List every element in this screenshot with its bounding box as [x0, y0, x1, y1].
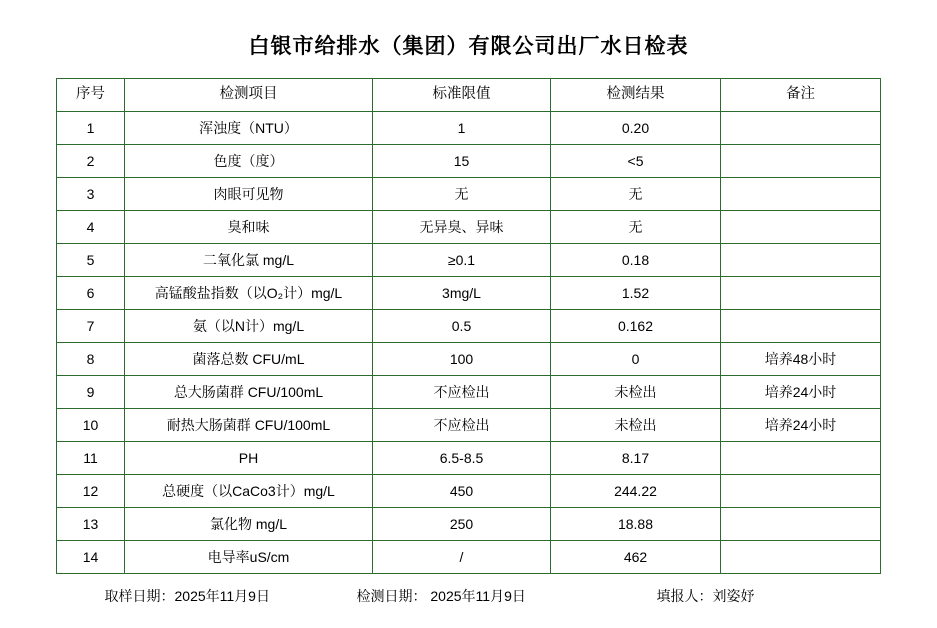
- test-date: 检测日期： 2025年11月9日: [356, 588, 526, 604]
- cell-result: 未检出: [551, 409, 721, 442]
- cell-result: 462: [551, 541, 721, 574]
- cell-limit: /: [373, 541, 551, 574]
- cell-limit: 3mg/L: [373, 277, 551, 310]
- table-row: [57, 475, 881, 508]
- cell-result: 0.20: [551, 112, 721, 145]
- cell-no: 1: [57, 112, 125, 145]
- column-header-no: 序号: [57, 79, 125, 112]
- cell-result: 未检出: [551, 376, 721, 409]
- cell-no: 4: [57, 211, 125, 244]
- cell-item: 高锰酸盐指数（以O₂计）mg/L: [125, 277, 373, 310]
- cell-item: 浑浊度（NTU）: [125, 112, 373, 145]
- cell-note: [721, 178, 881, 211]
- cell-item: 总大肠菌群 CFU/100mL: [125, 376, 373, 409]
- cell-limit: 无: [373, 178, 551, 211]
- cell-note: [721, 277, 881, 310]
- table-row: [57, 442, 881, 475]
- cell-item: 肉眼可见物: [125, 178, 373, 211]
- cell-item: PH: [125, 442, 373, 475]
- table-row: [57, 376, 881, 409]
- cell-limit: 不应检出: [373, 409, 551, 442]
- cell-limit: ≥0.1: [373, 244, 551, 277]
- cell-no: 13: [57, 508, 125, 541]
- table-row: [57, 145, 881, 178]
- cell-no: 11: [57, 442, 125, 475]
- column-header-limit: 标准限值: [373, 79, 551, 112]
- cell-item: 菌落总数 CFU/mL: [125, 343, 373, 376]
- table-header-row: [57, 79, 881, 112]
- column-header-note: 备注: [721, 79, 881, 112]
- cell-item: 色度（度）: [125, 145, 373, 178]
- cell-no: 8: [57, 343, 125, 376]
- cell-result: 1.52: [551, 277, 721, 310]
- cell-result: 0: [551, 343, 721, 376]
- cell-result: 无: [551, 178, 721, 211]
- cell-note: [721, 541, 881, 574]
- table-row: [57, 541, 881, 574]
- cell-no: 14: [57, 541, 125, 574]
- cell-limit: 6.5-8.5: [373, 442, 551, 475]
- cell-note: [721, 475, 881, 508]
- cell-result: 无: [551, 211, 721, 244]
- reporter: 填报人：刘姿妤: [656, 588, 755, 604]
- cell-item: 电导率uS/cm: [125, 541, 373, 574]
- cell-item: 耐热大肠菌群 CFU/100mL: [125, 409, 373, 442]
- cell-item: 二氧化氯 mg/L: [125, 244, 373, 277]
- table-row: [57, 211, 881, 244]
- cell-result: 8.17: [551, 442, 721, 475]
- cell-limit: 250: [373, 508, 551, 541]
- cell-no: 9: [57, 376, 125, 409]
- table-row: [57, 112, 881, 145]
- column-header-item: 检测项目: [125, 79, 373, 112]
- column-header-result: 检测结果: [551, 79, 721, 112]
- cell-limit: 0.5: [373, 310, 551, 343]
- cell-limit: 100: [373, 343, 551, 376]
- cell-note: 培养24小时: [721, 376, 881, 409]
- cell-limit: 不应检出: [373, 376, 551, 409]
- sampling-date: 取样日期：2025年11月9日: [104, 588, 270, 604]
- cell-limit: 1: [373, 112, 551, 145]
- cell-limit: 无异臭、异味: [373, 211, 551, 244]
- cell-note: [721, 310, 881, 343]
- footer-row: [57, 574, 881, 606]
- cell-item: 臭和味: [125, 211, 373, 244]
- cell-result: <5: [551, 145, 721, 178]
- page-title: 白银市给排水（集团）有限公司出厂水日检表: [248, 35, 689, 58]
- table-row: [57, 178, 881, 211]
- table-row: [57, 277, 881, 310]
- cell-no: 2: [57, 145, 125, 178]
- cell-no: 7: [57, 310, 125, 343]
- cell-note: [721, 211, 881, 244]
- cell-note: [721, 145, 881, 178]
- cell-no: 6: [57, 277, 125, 310]
- cell-no: 5: [57, 244, 125, 277]
- cell-no: 12: [57, 475, 125, 508]
- table-row: [57, 310, 881, 343]
- daily-inspection-table: [56, 78, 881, 574]
- cell-item: 氯化物 mg/L: [125, 508, 373, 541]
- cell-note: [721, 112, 881, 145]
- cell-item: 总硬度（以CaCo3计）mg/L: [125, 475, 373, 508]
- cell-result: 244.22: [551, 475, 721, 508]
- cell-item: 氨（以N计）mg/L: [125, 310, 373, 343]
- cell-note: [721, 442, 881, 475]
- cell-note: 培养48小时: [721, 343, 881, 376]
- cell-result: 0.18: [551, 244, 721, 277]
- table-row: [57, 343, 881, 376]
- cell-result: 18.88: [551, 508, 721, 541]
- cell-note: [721, 244, 881, 277]
- cell-note: [721, 508, 881, 541]
- cell-result: 0.162: [551, 310, 721, 343]
- cell-no: 3: [57, 178, 125, 211]
- table-row: [57, 508, 881, 541]
- cell-limit: 15: [373, 145, 551, 178]
- cell-limit: 450: [373, 475, 551, 508]
- table-row: [57, 244, 881, 277]
- cell-no: 10: [57, 409, 125, 442]
- cell-note: 培养24小时: [721, 409, 881, 442]
- table-row: [57, 409, 881, 442]
